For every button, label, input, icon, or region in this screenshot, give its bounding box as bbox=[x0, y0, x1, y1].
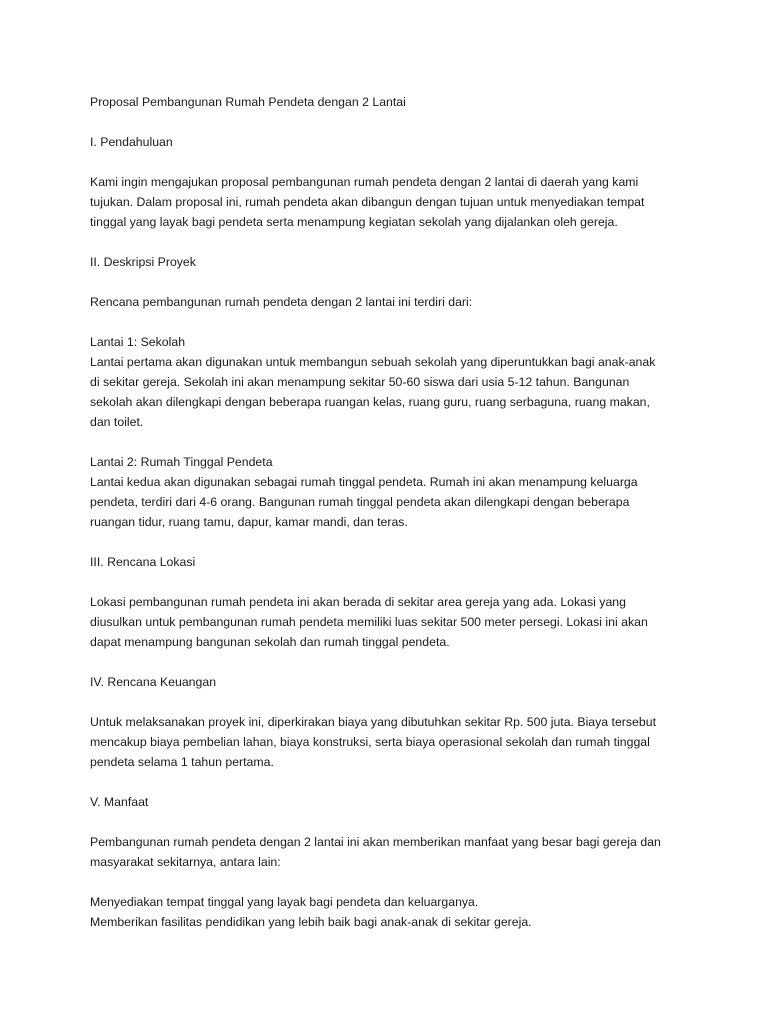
benefit-item: Memberikan fasilitas pendidikan yang lebih baik bagi anak-anak di sekitar gereja. bbox=[90, 915, 532, 929]
paragraph-line: masyarakat sekitarnya, antara lain: bbox=[90, 855, 281, 869]
document-title: Proposal Pembangunan Rumah Pendeta dengan 2 Lantai bbox=[90, 95, 406, 109]
paragraph-line: dan toilet. bbox=[90, 415, 144, 429]
paragraph-line: tinggal yang layak bagi pendeta serta menampung kegiatan sekolah yang dijalankan oleh gereja. bbox=[90, 215, 618, 229]
section-heading-manfaat: V. Manfaat bbox=[90, 795, 149, 809]
subheading-lantai-2: Lantai 2: Rumah Tinggal Pendeta bbox=[90, 455, 273, 469]
paragraph-line: Pembangunan rumah pendeta dengan 2 lantai ini akan memberikan manfaat yang besar bagi gereja dan bbox=[90, 835, 661, 849]
section-heading-pendahuluan: I. Pendahuluan bbox=[90, 135, 173, 149]
subheading-lantai-1: Lantai 1: Sekolah bbox=[90, 335, 186, 349]
paragraph-line: sekolah akan dilengkapi dengan beberapa ruangan kelas, ruang guru, ruang serbaguna, ruang makan, bbox=[90, 395, 650, 409]
paragraph-line: Untuk melaksanakan proyek ini, diperkirakan biaya yang dibutuhkan sekitar Rp. 500 juta. Biaya tersebut bbox=[90, 715, 656, 729]
paragraph-line: diusulkan untuk pembangunan rumah pendeta memiliki luas sekitar 500 meter persegi. Lokasi ini akan bbox=[90, 615, 648, 629]
paragraph-line: mencakup biaya pembelian lahan, biaya konstruksi, serta biaya operasional sekolah dan rumah tinggal bbox=[90, 735, 650, 749]
paragraph-line: Lokasi pembangunan rumah pendeta ini akan berada di sekitar area gereja yang ada. Lokasi yang bbox=[90, 595, 626, 609]
document-page bbox=[90, 92, 690, 932]
paragraph-line: Lantai kedua akan digunakan sebagai rumah tinggal pendeta. Rumah ini akan menampung keluarga bbox=[90, 475, 638, 489]
paragraph-line: di sekitar gereja. Sekolah ini akan menampung sekitar 50-60 siswa dari usia 5-12 tahun. Bangunan bbox=[90, 375, 630, 389]
section-heading-deskripsi: II. Deskripsi Proyek bbox=[90, 255, 196, 269]
paragraph-line: dapat menampung bangunan sekolah dan rumah tinggal pendeta. bbox=[90, 635, 450, 649]
section-heading-lokasi: III. Rencana Lokasi bbox=[90, 555, 196, 569]
paragraph-line: tujukan. Dalam proposal ini, rumah pendeta akan dibangun dengan tujuan untuk menyediakan tempat bbox=[90, 195, 645, 209]
paragraph-line: Kami ingin mengajukan proposal pembangunan rumah pendeta dengan 2 lantai di daerah yang kami bbox=[90, 175, 639, 189]
benefit-item: Menyediakan tempat tinggal yang layak bagi pendeta dan keluarganya. bbox=[90, 895, 479, 909]
paragraph-line: Lantai pertama akan digunakan untuk membangun sebuah sekolah yang diperuntukkan bagi anak-anak bbox=[90, 355, 656, 369]
paragraph-line: pendeta, terdiri dari 4-6 orang. Bangunan rumah tinggal pendeta akan dilengkapi dengan beberapa bbox=[90, 495, 630, 509]
paragraph-line: Rencana pembangunan rumah pendeta dengan 2 lantai ini terdiri dari: bbox=[90, 295, 473, 309]
section-heading-keuangan: IV. Rencana Keuangan bbox=[90, 675, 217, 689]
paragraph-line: ruangan tidur, ruang tamu, dapur, kamar mandi, dan teras. bbox=[90, 515, 408, 529]
paragraph-line: pendeta selama 1 tahun pertama. bbox=[90, 755, 274, 769]
